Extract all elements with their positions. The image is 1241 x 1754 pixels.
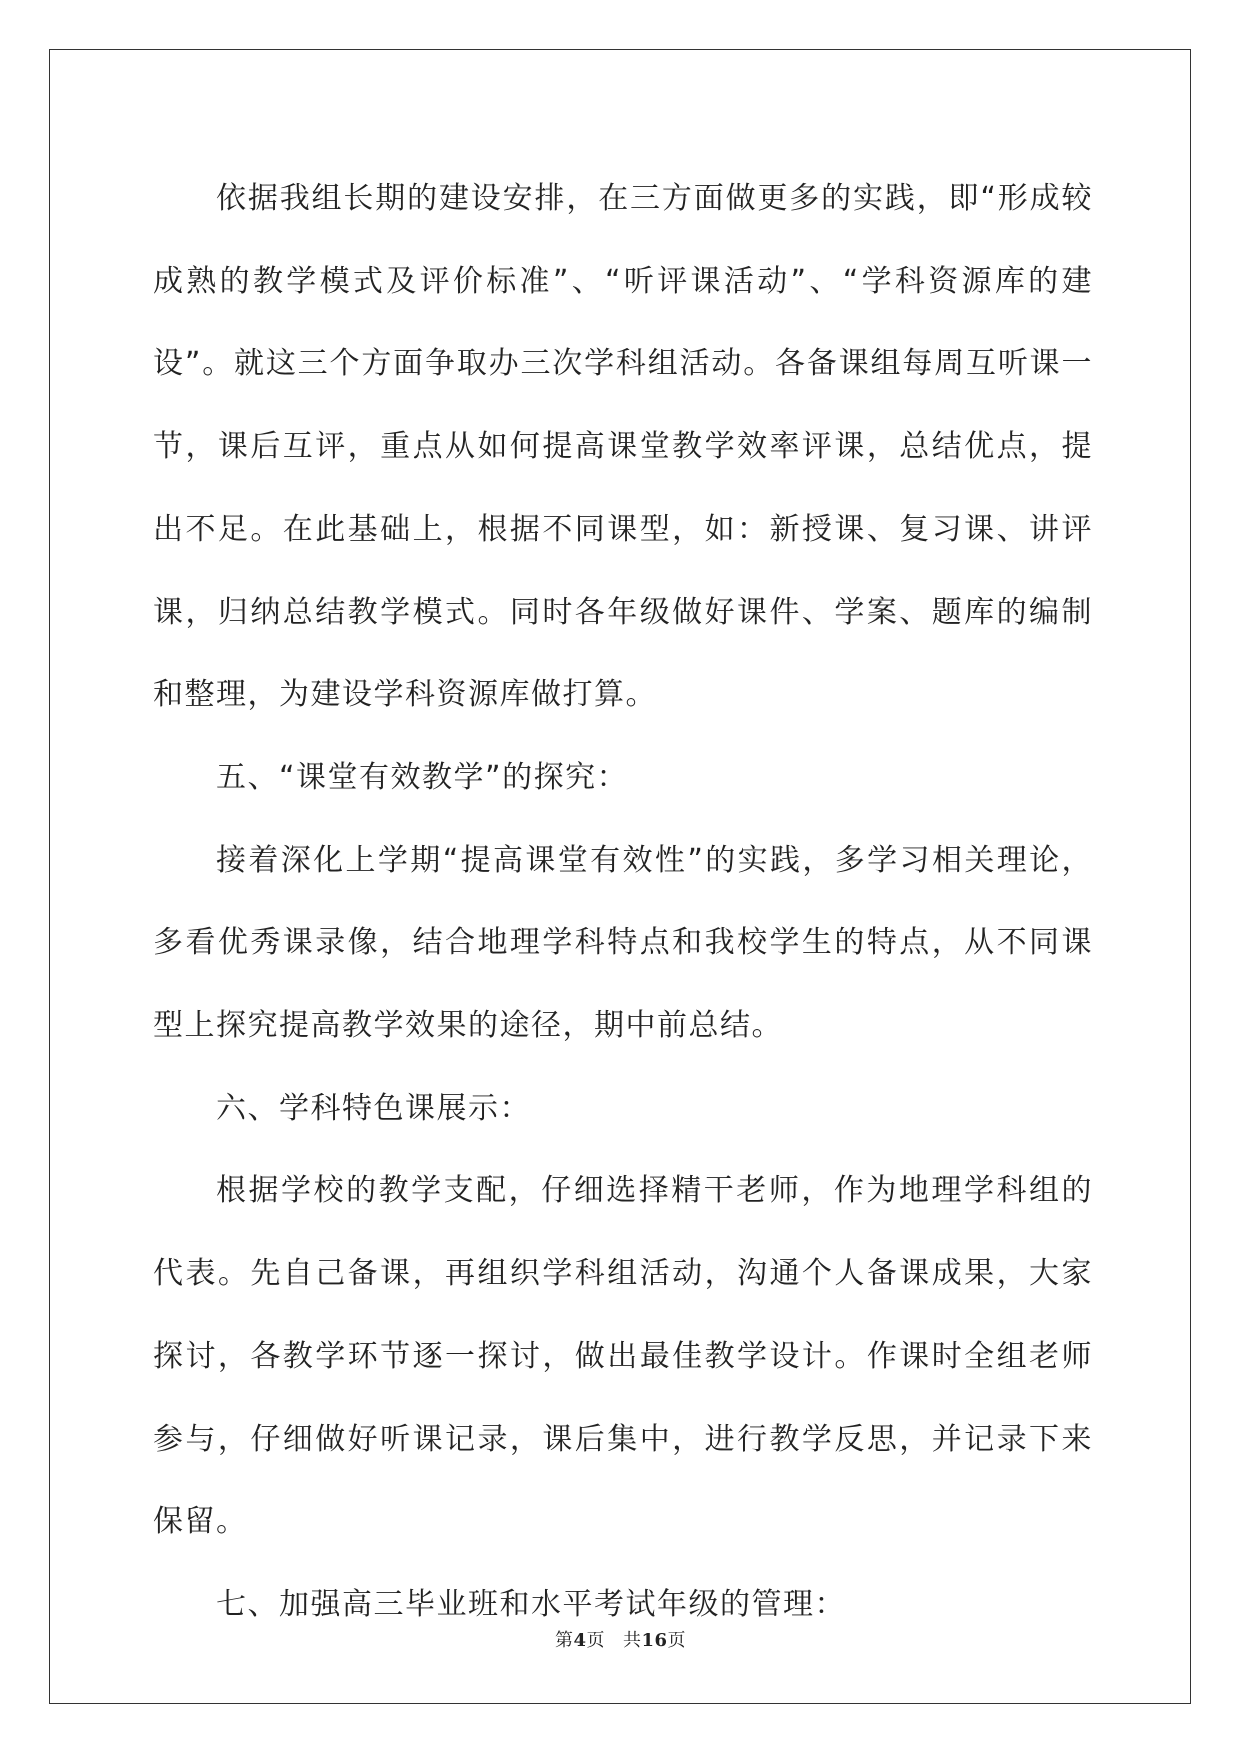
heading-section-seven: 七、加强高三毕业班和水平考试年级的管理： <box>216 1586 846 1622</box>
page-suffix: 页 <box>586 1630 605 1651</box>
paragraph-resource-building: 依据我组长期的建设安排，在三方面做更多的实践，即“形成较成熟的教学模式及评价标准”、“听评课活动”、“学科资源库的建设”。就这三个方面争取办三次学科组活动。各备课组每周互听课一节，课后互评，重点从如何提高课堂教学效率评课，总结优点，提出不足。在此基础上，根据不同课型，如：新授课、复习课、讲评课，归纳总结教学模式。同时各年级做好课件、学案、题库的编制和整理，为建设学科资源库做打算。 <box>153 181 1093 713</box>
total-pages: 16 <box>641 1630 668 1651</box>
total-prefix: 共 <box>622 1630 642 1651</box>
document-body <box>153 158 1093 1647</box>
heading-section-five: 五、“课堂有效教学”的探究： <box>216 759 629 795</box>
page-footer <box>0 1626 1241 1652</box>
paragraph-effective-teaching: 接着深化上学期“提高课堂有效性”的实践，多学习相关理论，多看优秀课录像，结合地理学科特点和我校学生的特点，从不同课型上探究提高教学效果的途径，期中前总结。 <box>153 842 1093 1044</box>
heading-section-six: 六、学科特色课展示： <box>216 1090 531 1126</box>
paragraph-featured-lesson: 根据学校的教学支配，仔细选择精干老师，作为地理学科组的代表。先自己备课，再组织学科组活动，沟通个人备课成果，大家探讨，各教学环节逐一探讨，做出最佳教学设计。作课时全组老师参与，仔细做好听课记录，课后集中，进行教学反思，并记录下来保留。 <box>153 1173 1093 1540</box>
page-number: 4 <box>573 1630 587 1651</box>
total-suffix: 页 <box>667 1630 687 1651</box>
page-prefix: 第 <box>554 1630 574 1651</box>
